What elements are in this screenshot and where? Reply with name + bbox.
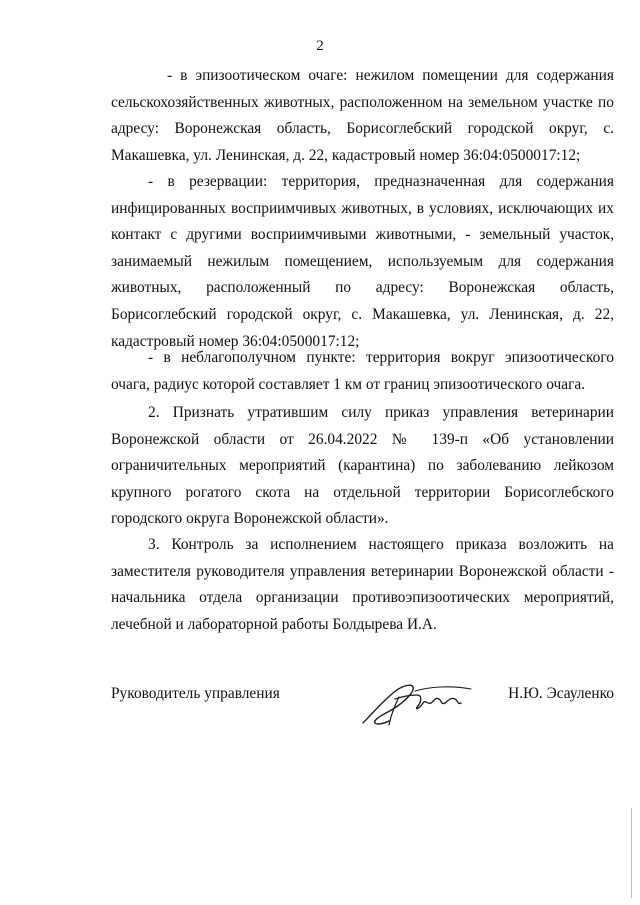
signatory-position: Руководитель управления bbox=[111, 685, 280, 702]
signatory-name: Н.Ю. Эсауленко bbox=[508, 685, 614, 702]
signature-block bbox=[111, 685, 614, 715]
handwritten-signature-icon bbox=[359, 677, 481, 729]
paragraph-item-3: 3. Контроль за исполнением настоящего приказа возложить на заместителя руководителя управления ветеринарии Воронежской области - начальника отдела организации противоэпизоотических мероприятий, лечебной и лабораторной работы Болдырева И.А. bbox=[111, 536, 614, 633]
paragraph-reservation: - в резервации: территория, предназначенная для содержания инфицированных восприимчивых животных, в условиях, исключающих их контакт с другими восприимчивыми животными, - земельный участок, занимаемый нежилым помещением, используемым для содержания животных, расположенный по адресу: Воронежская область, Борисоглебский городской округ, с. Макашевка, ул. Ленинская, д. 22, кадастровый номер 36:04:0500017:12; bbox=[111, 173, 614, 350]
paragraph-item-2: 2. Признать утратившим силу приказ управления ветеринарии Воронежской области от 26.04.2022 № 139-п «Об установлении ограничительных мероприятий (карантина) по заболеванию лейкозом крупного рогатого скота на отдельной территории Борисоглебского городского округа Воронежской области». bbox=[111, 404, 614, 528]
paragraph-unfavorable-point: - в неблагополучном пункте: территория вокруг эпизоотического очага, радиус которой составляет 1 км от границ эпизоотического очага. bbox=[111, 349, 614, 393]
page-number: 2 bbox=[316, 38, 324, 54]
paragraph-epizootic-focus: - в эпизоотическом очаге: нежилом помещении для содержания сельскохозяйственных животных, расположенном на земельном участке по адресу: Воронежская область, Борисоглебский городской округ, с. Макашевка, ул. Ленинская, д. 22, кадастровый номер 36:04:0500017:12; bbox=[111, 67, 614, 164]
page-edge-mark bbox=[631, 808, 632, 898]
